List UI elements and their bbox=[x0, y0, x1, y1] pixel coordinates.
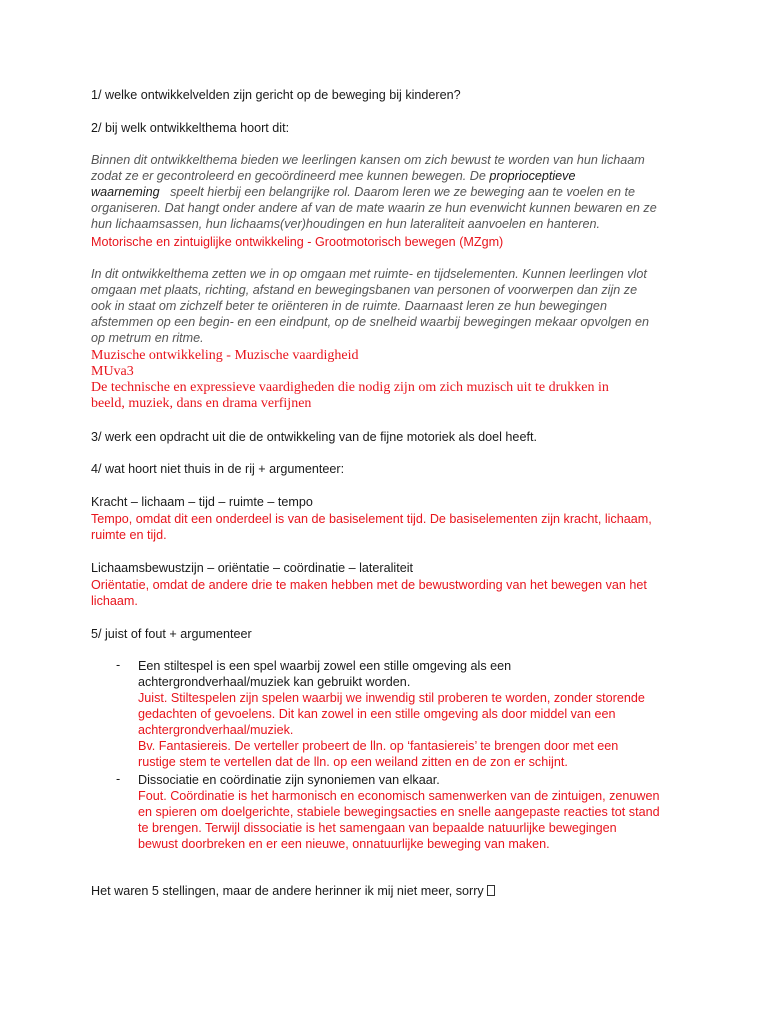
theme-description-1 bbox=[91, 152, 691, 232]
statement-2 bbox=[138, 772, 683, 852]
answer-5a-line-4: Bv. Fantasiereis. De verteller probeert de lln. op ‘fantasiereis’ te brengen door met een bbox=[138, 739, 619, 753]
answer-5b-line-3: te brengen. Terwijl dissociatie is het samengaan van bepaalde natuurlijke bewegingen bbox=[138, 821, 617, 835]
theme-description-2 bbox=[91, 266, 691, 346]
answer-4a-line-1: Tempo, omdat dit een onderdeel is van de basiselement tijd. De basiselementen zijn kracht, lichaam, bbox=[91, 512, 652, 526]
answer-2b bbox=[91, 348, 691, 412]
row-2: Lichaamsbewustzijn – oriëntatie – coördinatie – lateraliteit bbox=[91, 561, 414, 575]
answer-2b-line-2: MUva3 bbox=[91, 364, 134, 379]
theme-1-line-2 bbox=[91, 168, 691, 184]
theme-1-line-2-text: zodat ze er gecontroleerd en gecoördineerd mee kunnen bewegen. De bbox=[91, 169, 486, 183]
theme-2-line-3: ook in staat om zichzelf beter te oriënteren in de ruimte. Daarnaast leren ze hun bewegingen bbox=[91, 299, 607, 313]
theme-2-line-5: op metrum en ritme. bbox=[91, 331, 204, 345]
answer-5a bbox=[138, 690, 683, 770]
answer-4b bbox=[91, 577, 691, 609]
answer-4b-line-1: Oriëntatie, omdat de andere drie te maken hebben met de bewustwording van het bewegen van het bbox=[91, 578, 647, 592]
answer-4a-line-2: ruimte en tijd. bbox=[91, 528, 167, 542]
statement-1 bbox=[138, 658, 683, 770]
theme-2-line-1: In dit ontwikkelthema zetten we in op omgaan met ruimte- en tijdselementen. Kunnen leerlingen vlot bbox=[91, 267, 647, 281]
question-1: 1/ welke ontwikkelvelden zijn gericht op de beweging bij kinderen? bbox=[91, 88, 461, 102]
answer-5a-line-3: achtergrondverhaal/muziek. bbox=[138, 723, 294, 737]
answer-2a: Motorische en zintuiglijke ontwikkeling - Grootmotorisch bewegen (MZgm) bbox=[91, 235, 504, 249]
theme-2-line-4: afstemmen op een begin- en een eindpunt, op de snelheid waarbij bewegingen mekaar opvolgen en bbox=[91, 315, 650, 329]
question-4: 4/ wat hoort niet thuis in de rij + argumenteer: bbox=[91, 462, 345, 476]
closing-text: Het waren 5 stellingen, maar de andere herinner ik mij niet meer, sorry bbox=[91, 884, 484, 898]
answer-5b-line-1: Fout. Coördinatie is het harmonisch en economisch samenwerken van de zintuigen, zenuwen bbox=[138, 789, 660, 803]
answer-5a-line-2: gedachten of gevoelens. Dit kan zowel in een stille omgeving als door middel van een bbox=[138, 707, 616, 721]
perception-term: waarneming bbox=[91, 185, 160, 199]
answer-5b-line-4: bewust doorbreken en er een nieuwe, onnatuurlijke beweging van maken. bbox=[138, 837, 550, 851]
theme-1-line-3 bbox=[91, 184, 691, 200]
statement-1-line-1: Een stiltespel is een spel waarbij zowel een stille omgeving als een bbox=[138, 659, 512, 673]
question-3: 3/ werk een opdracht uit die de ontwikkeling van de fijne motoriek als doel heeft. bbox=[91, 430, 537, 444]
answer-4b-line-2: lichaam. bbox=[91, 594, 138, 608]
theme-2-line-2: omgaan met plaats, richting, afstand en bewegingsbanen van personen of voorwerpen dan zijn ze bbox=[91, 283, 638, 297]
bullet-2: - bbox=[116, 772, 121, 786]
theme-1-line-3-text: speelt hierbij een belangrijke rol. Daarom leren we ze beweging aan te voelen en te bbox=[170, 185, 635, 199]
bullet-1: - bbox=[116, 658, 121, 672]
row-1: Kracht – lichaam – tijd – ruimte – tempo bbox=[91, 495, 313, 509]
closing-note bbox=[91, 883, 691, 899]
answer-5a-line-5: rustige stem te vertellen dat de lln. op een weiland zitten en de zon er schijnt. bbox=[138, 755, 568, 769]
answer-5a-line-1: Juist. Stiltespelen zijn spelen waarbij we inwendig stil proberen te worden, zonder storende bbox=[138, 691, 645, 705]
question-5: 5/ juist of fout + argumenteer bbox=[91, 627, 252, 641]
statement-2-line-1: Dissociatie en coördinatie zijn synoniemen van elkaar. bbox=[138, 773, 440, 787]
answer-5b bbox=[138, 788, 683, 852]
missing-glyph-icon bbox=[487, 885, 495, 896]
answer-2b-line-3: De technische en expressieve vaardigheden die nodig zijn om zich muzisch uit te drukken in bbox=[91, 380, 609, 395]
statement-1-line-2: achtergrondverhaal/muziek kan gebruikt worden. bbox=[138, 675, 411, 689]
answer-2b-line-4: beeld, muziek, dans en drama verfijnen bbox=[91, 396, 312, 411]
theme-1-line-1: Binnen dit ontwikkelthema bieden we leerlingen kansen om zich bewust te worden van hun lichaam bbox=[91, 153, 645, 167]
answer-4a bbox=[91, 511, 691, 543]
answer-5b-line-2: en spieren om doelgerichte, stabiele bewegingsacties en snelle aangepaste reacties tot stand bbox=[138, 805, 660, 819]
answer-2b-line-1: Muzische ontwikkeling - Muzische vaardigheid bbox=[91, 348, 359, 363]
proprioceptive-term: proprioceptieve bbox=[489, 169, 576, 183]
theme-1-line-5: hun lichaamsassen, hun lichaams(ver)houdingen en hun lateraliteit aanvoelen en hanteren. bbox=[91, 217, 600, 231]
theme-1-line-4: organiseren. Dat hangt onder andere af van de mate waarin ze hun evenwicht kunnen bewaren en ze bbox=[91, 201, 657, 215]
question-2: 2/ bij welk ontwikkelthema hoort dit: bbox=[91, 121, 290, 135]
